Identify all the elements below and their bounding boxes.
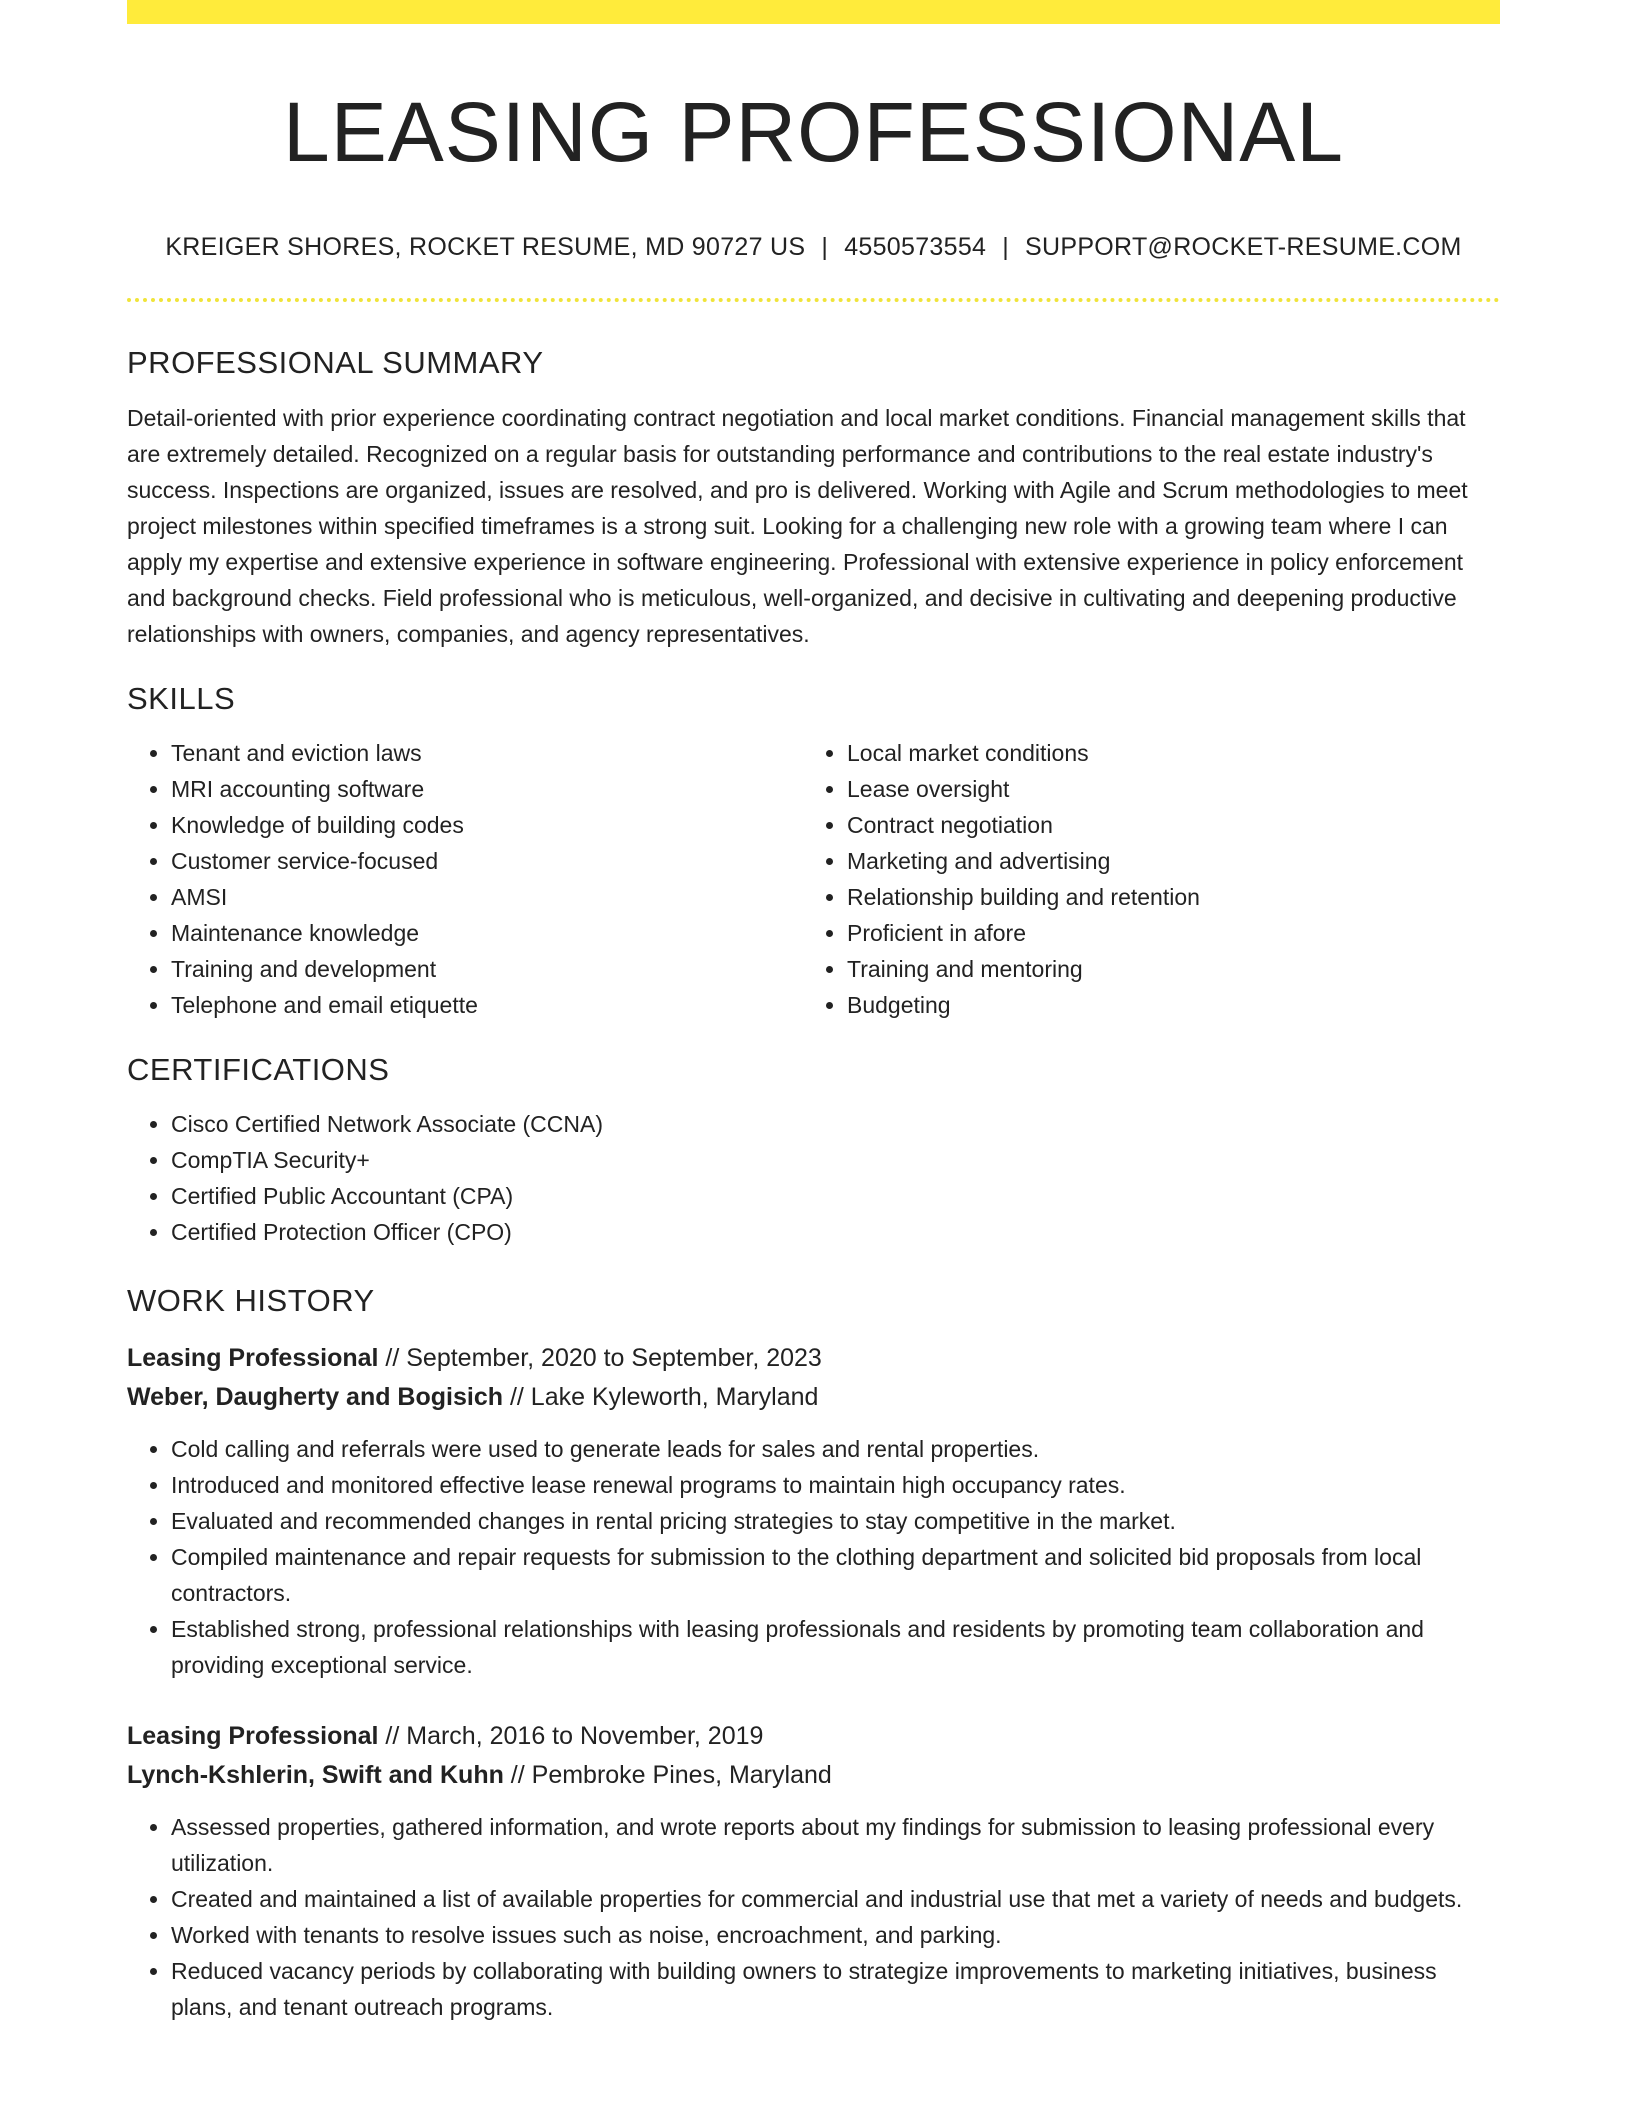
- contact-line: [127, 233, 1500, 262]
- skill-item: • Lease oversight: [847, 771, 1479, 807]
- skill-item: • Training and mentoring: [847, 951, 1479, 987]
- job-bullets: [127, 1809, 1500, 2025]
- summary-heading: PROFESSIONAL SUMMARY: [127, 345, 544, 381]
- job-company-line: [127, 1378, 1500, 1417]
- skill-item: • Proficient in afore: [847, 915, 1479, 951]
- job-location: // Pembroke Pines, Maryland: [503, 1761, 832, 1790]
- skill-item: • Training and development: [171, 951, 803, 987]
- skill-item: • Tenant and eviction laws: [171, 735, 803, 771]
- contact-email: SUPPORT@ROCKET-RESUME.COM: [1025, 233, 1462, 262]
- job-company: Lynch-Kshlerin, Swift and Kuhn: [127, 1761, 504, 1790]
- job-company: Weber, Daugherty and Bogisich: [127, 1383, 504, 1412]
- contact-phone: 4550573554: [844, 233, 987, 262]
- skill-item: • MRI accounting software: [171, 771, 803, 807]
- job-bullet: • Established strong, professional relationships with leasing professionals and residents by promoting team collaboration and providing exceptional service.: [171, 1611, 1500, 1683]
- skill-item: • Marketing and advertising: [847, 843, 1479, 879]
- certification-item: • Cisco Certified Network Associate (CCNA): [171, 1106, 1500, 1142]
- job-bullet: • Cold calling and referrals were used to generate leads for sales and rental properties.: [171, 1431, 1500, 1467]
- certification-item: • Certified Protection Officer (CPO): [171, 1214, 1500, 1250]
- resume-title: LEASING PROFESSIONAL: [283, 85, 1344, 179]
- skill-item: • Budgeting: [847, 987, 1479, 1023]
- job-role: Leasing Professional: [127, 1722, 379, 1751]
- contact-separator: |: [821, 233, 829, 262]
- summary-text: Detail-oriented with prior experience coordinating contract negotiation and local market conditions. Financial management skills that are extremely detailed. Recognized on a regular basis for outstanding performance and contributions to the real estate industry's success. Inspections are organized, issues are resolved, and pro is delivered. Working with Agile and Scrum methodologies to meet project milestones within specified timeframes is a strong suit. Looking for a challenging new role with a growing team where I can apply my expertise and extensive experience in software engineering. Professional with extensive experience in policy enforcement and background checks. Field professional who is meticulous, well-organized, and decisive in cultivating and deepening productive relationships with owners, companies, and agency representatives.: [127, 404, 1468, 647]
- skills-list-right: [803, 735, 1479, 1023]
- skills-list-left: [127, 735, 803, 1023]
- job-bullet: • Assessed properties, gathered information, and wrote reports about my findings for submission to leasing professional every utilization.: [171, 1809, 1500, 1881]
- job-dates: // March, 2016 to November, 2019: [378, 1722, 764, 1751]
- certifications-heading: CERTIFICATIONS: [127, 1051, 390, 1087]
- job-bullet: • Compiled maintenance and repair requests for submission to the clothing department and solicited bid proposals from local contractors.: [171, 1539, 1500, 1611]
- skill-item: • AMSI: [171, 879, 803, 915]
- accent-bar: [127, 0, 1500, 24]
- skills-heading: SKILLS: [127, 680, 236, 716]
- certification-item: • CompTIA Security+: [171, 1142, 1500, 1178]
- contact-address: KREIGER SHORES, ROCKET RESUME, MD 90727 US: [165, 233, 806, 262]
- job-entry: [127, 1339, 1500, 1683]
- skill-item: • Contract negotiation: [847, 807, 1479, 843]
- contact-separator: |: [1002, 233, 1010, 262]
- skill-item: • Relationship building and retention: [847, 879, 1479, 915]
- skill-item: • Customer service-focused: [171, 843, 803, 879]
- skill-item: • Knowledge of building codes: [171, 807, 803, 843]
- job-role-line: [127, 1339, 1500, 1378]
- job-bullets: [127, 1431, 1500, 1683]
- job-role-line: [127, 1717, 1500, 1756]
- job-bullet: • Evaluated and recommended changes in rental pricing strategies to stay competitive in the market.: [171, 1503, 1500, 1539]
- skill-item: • Telephone and email etiquette: [171, 987, 803, 1023]
- job-company-line: [127, 1756, 1500, 1795]
- skill-item: • Local market conditions: [847, 735, 1479, 771]
- certification-item: • Certified Public Accountant (CPA): [171, 1178, 1500, 1214]
- job-location: // Lake Kyleworth, Maryland: [503, 1383, 819, 1412]
- skills-grid: [127, 735, 1500, 1023]
- job-dates: // September, 2020 to September, 2023: [378, 1344, 822, 1373]
- job-entry: [127, 1717, 1500, 2025]
- job-bullet: • Worked with tenants to resolve issues such as noise, encroachment, and parking.: [171, 1917, 1500, 1953]
- certifications-list: [127, 1106, 1500, 1250]
- skill-item: • Maintenance knowledge: [171, 915, 803, 951]
- work-history-heading: WORK HISTORY: [127, 1282, 375, 1318]
- job-bullet: • Created and maintained a list of available properties for commercial and industrial use that met a variety of needs and budgets.: [171, 1881, 1500, 1917]
- resume-page: [127, 0, 1500, 2025]
- job-role: Leasing Professional: [127, 1344, 379, 1373]
- job-bullet: • Introduced and monitored effective lease renewal programs to maintain high occupancy rates.: [171, 1467, 1500, 1503]
- job-bullet: • Reduced vacancy periods by collaborating with building owners to strategize improvements to marketing initiatives, business plans, and tenant outreach programs.: [171, 1953, 1500, 2025]
- header-divider: [127, 298, 1500, 302]
